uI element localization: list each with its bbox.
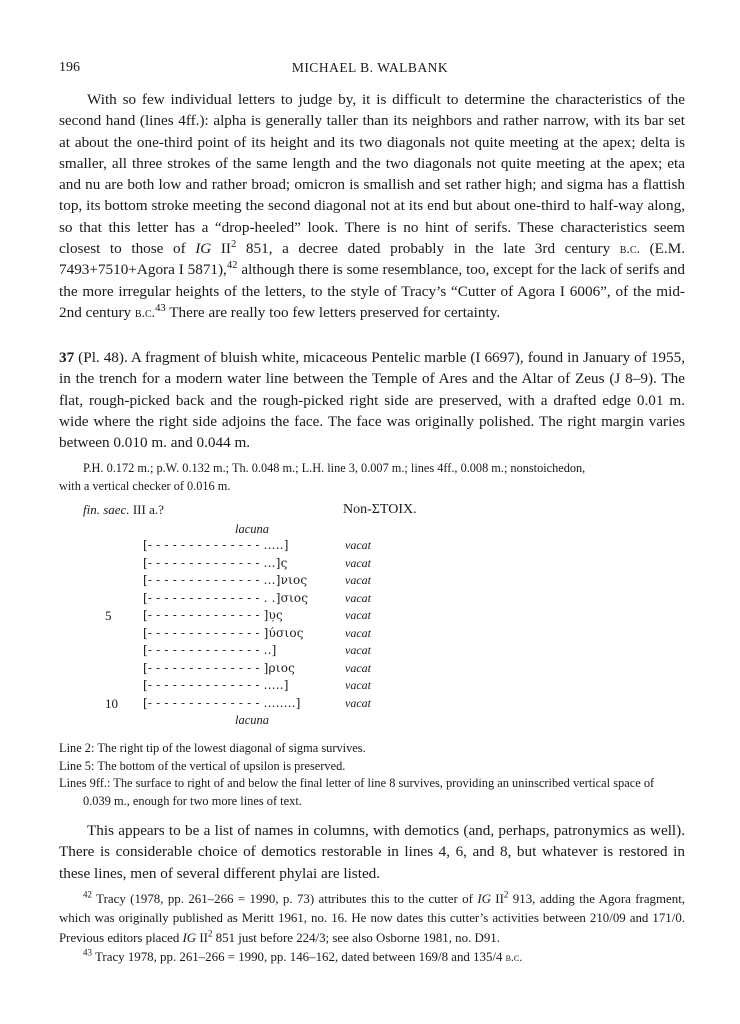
paragraph-letter-analysis: With so few individual letters to judge by, it is difficult to determine the characteristics of the second hand (lines 4ff.): alpha is generally taller than its neighbors and rather narrow, with its bar set at about the one-third point of its height and its two diagonals not quite meeting at the apex; delta is smaller, all three strokes of the same length and the two diagonals not quite meeting at the apex; eta and nu are both low and rather broad; omicron is smallish and set rather high; and sigma has a flattish top, its bottom stroke meeting the second diagonal not at its end but about one-third to half-way along, so that this letter has a “drop-heeled” look. There is no hint of serifs. These characteristics seem closest to those of IG $II^2$ 851, a decree dated probably in the late 3rd century b.c. (E.M. 7493+7510+Agora I 5871),$^{42}$ although there is some resemblance, too, except for the lack of serifs and the more irregular heights of the letters, to the style of Tracy’s “Cutter of Agora I 6006”, of the mid-2nd century b.c.$^{43}$ There are really too few letters preserved for certainty.	[59, 91, 685, 321]
footnote-ref-42[interactable]: 42	[226, 260, 238, 272]
inscription-transcription	[83, 502, 683, 732]
inscription-line: [- - - - - - - - - - - - - - ...]νιος vacat	[143, 573, 371, 587]
footnote-43: $^{43}$ Tracy 1978, pp. 261–266 = 1990, pp. 146–162, dated between 169/8 and 135/4 b.c.	[83, 947, 523, 964]
paragraph-entry-37: 37 (Pl. 48). A fragment of bluish white, micaceous Pentelic marble (I 6697), found in January of 1955, in the trench for a modern water line between the Temple of Ares and the Altar of Zeus (J 8–9). The flat, rough-picked back and the rough-picked right side are preserved, with a drafted edge 0.01 m. wide where the right side adjoins the face. The face was originally polished. The right margin varies between 0.010 m. and 0.044 m.	[59, 349, 685, 452]
inscription-line: [- - - - - - - - - - - - - - ]ριος vacat	[143, 660, 371, 675]
inscription-line: [- - - - - - - - - - - - - - .....] vacat	[143, 538, 371, 552]
lacuna-bottom: lacuna	[235, 713, 270, 727]
measurements: P.H. 0.172 m.; p.W. 0.132 m.; Th. 0.048 m.; L.H. line 3, 0.007 m.; lines 4ff., 0.008 m.; nonstoichedon, with a vertical checker of 0.016 m.	[59, 461, 586, 493]
note-lines-9ff: Lines 9ff.: The surface to right of and below the final letter of line 8 survives, providing an uninscribed vertical space of 0.039 m., enough for two more lines of text.	[59, 776, 655, 808]
inscription-line: [- - - - - - - - - - - - - - ..] vacat	[143, 643, 371, 657]
footnote-ref-43[interactable]: 43	[155, 302, 166, 314]
page-number: 196	[59, 60, 80, 75]
inscription-line: [- - - - - - - - - - - - - - ]ύσιος vacat	[143, 625, 371, 640]
inscription-line: 5 [- - - - - - - - - - - - - - ]υ̣ς vacat	[105, 608, 371, 623]
epigraphic-notes	[59, 740, 685, 810]
entry-number: 37	[59, 349, 75, 366]
non-stoichedon-label: Non-ΣTOIX.	[343, 502, 417, 517]
inscription-line: [- - - - - - - - - - - - - - . .]σιος vacat	[143, 590, 371, 605]
footnote-42: $^{42}$ Tracy (1978, pp. 261–266 = 1990, p. 73) attributes this to the cutter of IG $II^2$ 913, adding the Agora fragment, which was originally published as Meritt 1961, no. 16. He now dates this cutter’s activities between 210/09 and 171/0. Previous editors placed IG $II^2$ 851 just before 224/3; see also Osborne 1981, no. D91.	[59, 889, 686, 945]
inscription-line: [- - - - - - - - - - - - - - ...]ς vacat	[143, 555, 371, 570]
lacuna-top: lacuna	[235, 522, 270, 536]
page-header	[59, 60, 681, 78]
paragraph-commentary: This appears to be a list of names in columns, with demotics (and, perhaps, patronymics as well). There is considerable choice of demotics restorable in lines 4, 6, and 8, but whatever is restored in these lines, men of several different phylai are listed.	[59, 822, 685, 882]
inscription-line: [- - - - - - - - - - - - - - .....] vacat	[143, 678, 371, 692]
inscription-date: fin. saec. III a.?	[83, 502, 164, 517]
note-line-5: Line 5: The bottom of the vertical of upsilon is preserved.	[59, 758, 346, 773]
running-head: MICHAEL B. WALBANK	[291, 60, 449, 75]
note-line-2: Line 2: The right tip of the lowest diagonal of sigma survives.	[59, 741, 366, 755]
inscription-line: 10 [- - - - - - - - - - - - - - ........] vacat	[105, 695, 371, 711]
